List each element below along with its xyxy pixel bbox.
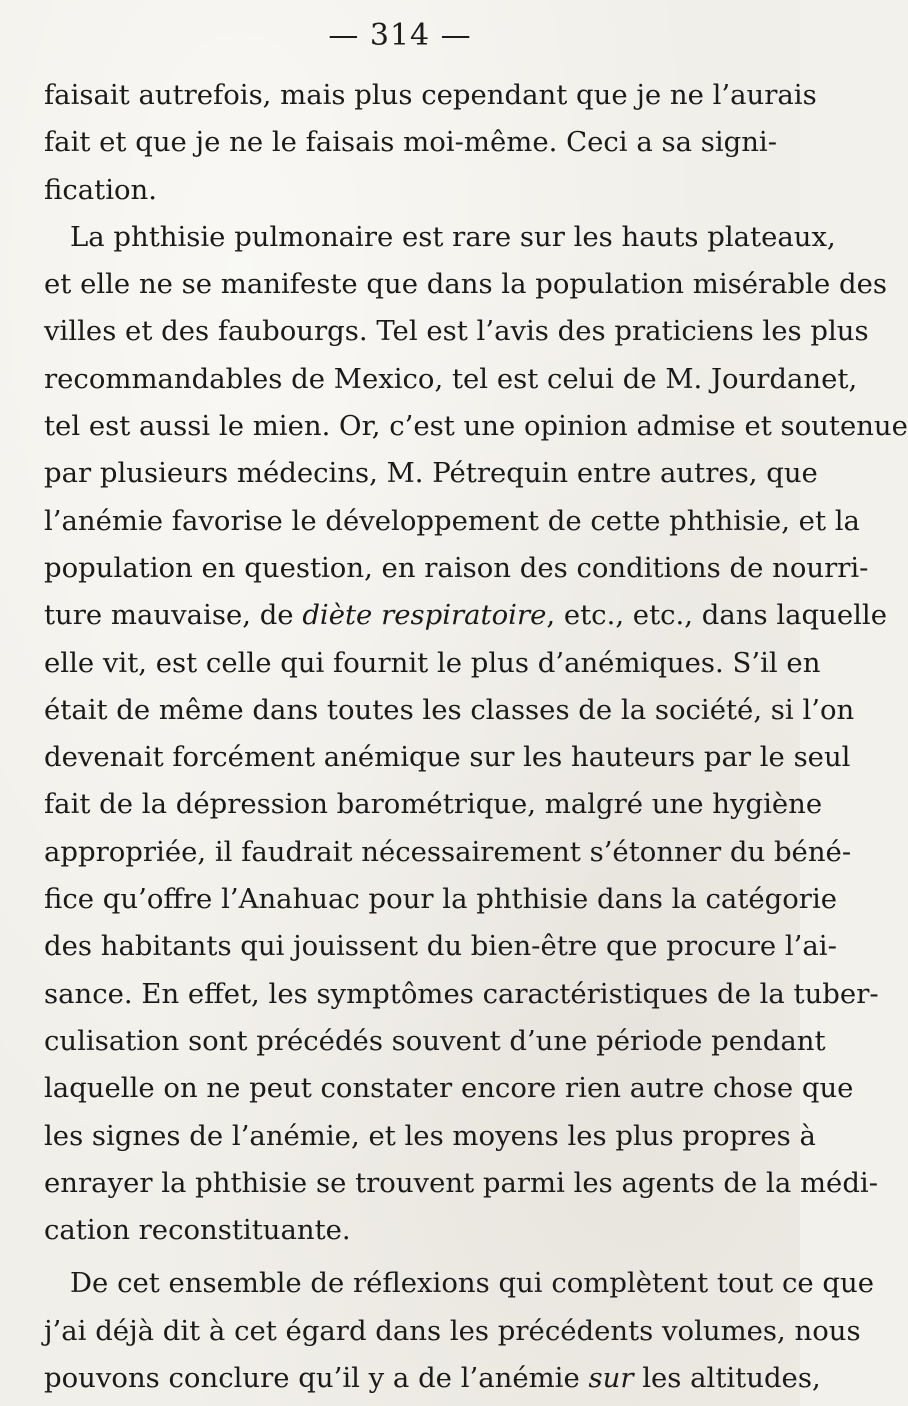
text-line: culisation sont précédés souvent d’une période pendant bbox=[44, 1024, 826, 1057]
text-line: faisait autrefois, mais plus cependant que je ne l’aurais bbox=[44, 79, 817, 111]
body-text bbox=[44, 72, 908, 1402]
text-line: population en question, en raison des conditions de nourri- bbox=[44, 551, 869, 584]
page-number: — 314 — bbox=[328, 18, 472, 53]
text-line: La phthisie pulmonaire est rare sur les hauts plateaux, bbox=[70, 220, 836, 253]
text-line: par plusieurs médecins, M. Pétrequin entre autres, que bbox=[44, 457, 818, 490]
italic-term: diète respiratoire bbox=[302, 599, 547, 632]
text-line: fication. bbox=[44, 173, 157, 206]
text-run: ture mauvaise, de bbox=[44, 599, 303, 632]
text-line: sance. En effet, les symptômes caractéristiques de la tuber- bbox=[44, 977, 879, 1010]
paragraph bbox=[44, 72, 817, 214]
text-run: pouvons conclure qu’il y a de l’anémie bbox=[44, 1362, 589, 1395]
text-line: laquelle on ne peut constater encore rien autre chose que bbox=[44, 1072, 854, 1105]
text-line: fice qu’offre l’Anahuac pour la phthisie dans la catégorie bbox=[44, 883, 838, 916]
text-line: cation reconstituante. bbox=[44, 1214, 351, 1247]
text-line: était de même dans toutes les classes de la société, si l’on bbox=[44, 693, 855, 726]
text-line: elle vit, est celle qui fournit le plus d’anémiques. S’il en bbox=[44, 646, 821, 679]
text-line: tel est aussi le mien. Or, c’est une opinion admise et soutenue bbox=[44, 410, 908, 443]
text-line: enrayer la phthisie se trouvent parmi les agents de la médi- bbox=[44, 1166, 879, 1199]
text-line bbox=[44, 1355, 821, 1402]
text-run: les altitudes, bbox=[633, 1362, 821, 1395]
text-line: j’ai déjà dit à cet égard dans les précédents volumes, nous bbox=[44, 1314, 861, 1347]
text-line: fait et que je ne le faisais moi-même. Ceci a sa signi- bbox=[44, 126, 778, 159]
text-line: recommandables de Mexico, tel est celui de M. Jourdanet, bbox=[44, 362, 858, 395]
text-line: fait de la dépression barométrique, malgré une hygiène bbox=[44, 788, 823, 821]
text-line: les signes de l’anémie, et les moyens les plus propres à bbox=[44, 1119, 816, 1152]
italic-term: sur bbox=[588, 1362, 634, 1395]
text-line bbox=[44, 592, 887, 639]
paragraph bbox=[44, 1260, 874, 1402]
text-line: De cet ensemble de réflexions qui complètent tout ce que bbox=[70, 1267, 874, 1300]
text-run: , etc., etc., dans laquelle bbox=[546, 599, 887, 632]
text-line: appropriée, il faudrait nécessairement s’étonner du béné- bbox=[44, 835, 852, 868]
text-line: et elle ne se manifeste que dans la population misérable des bbox=[44, 268, 887, 301]
paragraph bbox=[44, 214, 908, 1255]
text-line: devenait forcément anémique sur les hauteurs par le seul bbox=[44, 741, 851, 774]
text-line: villes et des faubourgs. Tel est l’avis des praticiens les plus bbox=[44, 315, 869, 348]
text-line: des habitants qui jouissent du bien-être que procure l’ai- bbox=[44, 930, 837, 963]
text-line: l’anémie favorise le développement de cette phthisie, et la bbox=[44, 504, 860, 537]
